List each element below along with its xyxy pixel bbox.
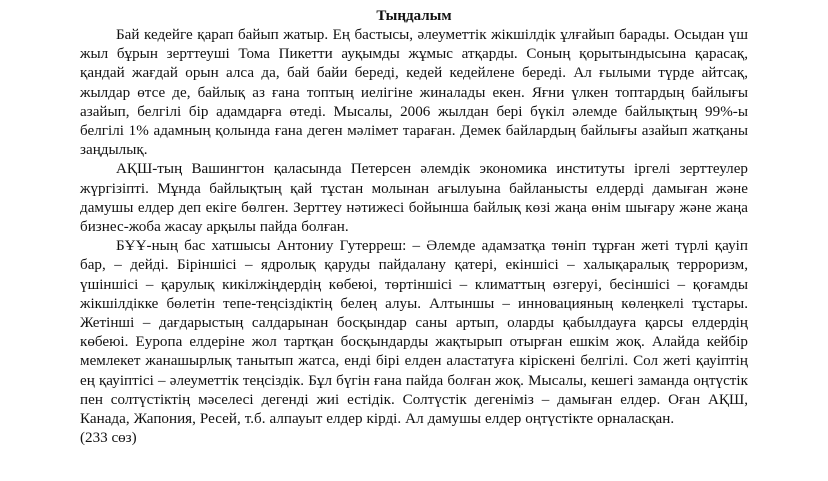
word-count: (233 сөз) [80, 430, 137, 447]
document-page [80, 6, 748, 448]
paragraph-3: БҰҰ-ның бас хатшысы Антониу Гутерреш: – Әлемде адамзатқа төніп тұрған жеті түрлі қауіп бар, – дейді. Біріншісі – ядролық қаруды пайдалану қатері, екіншісі – халықаралық терроризм, үшіншісі – қарулық кикілжіңдердің көбеюі, төртіншісі – климаттың өзгеруі, бесіншісі – қоғамды жікшілдікке бөлетін тепе-теңсіздіктің белең алуы. Алтыншы – инновацияның көлеңкелі тұстары. Жетінші – дағдарыстың салдарынан босқындар саны артып, оларды қабылдауға қарсы елдердің көбеюі. Еуропа елдеріне жол тартқан босқындарды жақтырып отырған ешкім жоқ. Алайда кейбір мемлекет жанашырлық танытып жатса, енді бірі елден аластатуға кірiскені белгілі. Сол жеті қауіптің ең қауіптісі – әлеуметтік теңсіздік. Бұл бүгін ғана пайда болған жоқ. Мысалы, кешегі заманда оңтүстік пен солтүстіктің мәселесі дегенді жиі естідік. Солтүстік дегеніміз – дамыған елдер. Оған АҚШ, Канада, Жапония, Ресей, т.б. алпауыт елдер кірді. Ал дамушы елдер оңтүстікте орналасқан. [80, 238, 748, 428]
paragraph-1: Бай кедейге қарап байып жатыр. Ең бастысы, әлеуметтік жікшілдік ұлғайып барады. Осыдан үш жыл бұрын зерттеуші Тома Пикетти ауқымды жұмыс атқарды. Соның қорытындысына қарасақ, қандай жағдай орын алса да, бай байи береді, кедей кедейлене береді. Ал ғылыми түрде айтсақ, жылдар өтсе де, байлық аз ғана топтың иелігіне жиналады екен. Яғни үлкен топтардың байлығы азайып, белгілі бір адамдарға өтеді. Мысалы, 2006 жылдан бері бүкіл әлемде байлықтың 99%-ы белгілі 1% адамның қолында ғана деген мәлімет тараған. Демек байлардың байлығы азайып жатқаны заңдылық. [80, 27, 748, 159]
paragraph-2: АҚШ-тың Вашингтон қаласында Петерсен әлемдік экономика институты іргелі зерттеулер жүргізіпті. Мұнда байлықтың қай тұстан молынан ағылуына байланысты елдерді дамыған және дамушы елдер деп екіге бөлген. Зерттеу нәтижесі бойынша байлық көзі жаңа өнім шығару және жаңа бизнес-жоба жасау арқылы пайда болған. [80, 161, 748, 236]
document-title: Тыңдалым [376, 8, 452, 24]
